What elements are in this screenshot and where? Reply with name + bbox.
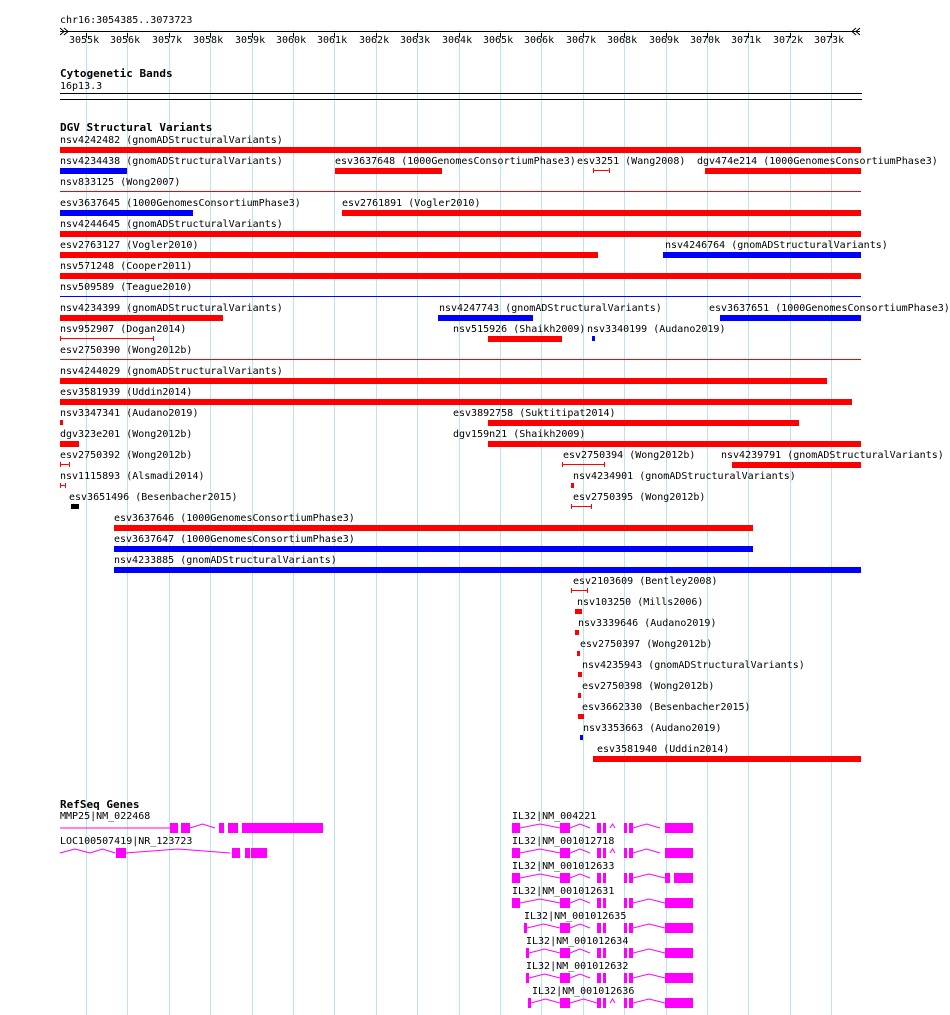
exon-block	[603, 873, 606, 883]
intron-line	[570, 874, 590, 878]
dgv-variant-label[interactable]: esv3251 (Wang2008)	[577, 156, 686, 167]
dgv-variant-label[interactable]: esv2763127 (Vogler2010)	[60, 240, 199, 251]
exon-block	[629, 973, 633, 983]
ruler-tick-label: 3055k	[69, 35, 100, 46]
exon-block	[560, 973, 570, 983]
exon-block	[597, 948, 601, 958]
dgv-variant-label[interactable]: esv2750395 (Wong2012b)	[573, 492, 706, 503]
intron-line	[570, 924, 590, 928]
cytoband-label: 16p13.3	[60, 81, 103, 92]
exon-block	[624, 973, 627, 983]
intron-line	[570, 999, 597, 1003]
exon-block	[665, 848, 693, 858]
exon-block	[560, 998, 570, 1008]
dgv-variant-label[interactable]: esv3637645 (1000GenomesConsortiumPhase3)	[60, 198, 301, 209]
exon-block	[603, 848, 606, 858]
refseq-gene-label[interactable]: IL32|NM_001012635	[524, 911, 627, 922]
dgv-variant-label[interactable]: nsv4242482 (gnomADStructuralVariants)	[60, 135, 283, 146]
exon-block	[629, 998, 633, 1008]
ruler-tick-label: 3063k	[400, 35, 431, 46]
exon-block	[603, 973, 606, 983]
intron-line	[633, 874, 665, 878]
exon-block	[251, 848, 267, 858]
exon-block	[624, 898, 627, 908]
intron-line	[520, 874, 560, 878]
dgv-variant-label[interactable]: esv3581939 (Uddin2014)	[60, 387, 193, 398]
dgv-variant-label[interactable]: esv3637648 (1000GenomesConsortiumPhase3)	[335, 156, 576, 167]
refseq-gene-model[interactable]	[526, 948, 693, 958]
exon-block	[170, 823, 178, 833]
exon-block	[624, 998, 627, 1008]
exon-block	[116, 848, 126, 858]
exon-block	[674, 873, 693, 883]
ruler-tick-label: 3064k	[442, 35, 473, 46]
dgv-variant-label[interactable]: esv3651496 (Besenbacher2015)	[69, 492, 238, 503]
dgv-variant-label[interactable]: esv3892758 (Suktitipat2014)	[453, 408, 616, 419]
intron-line	[570, 824, 590, 828]
ruler-tick-label: 3058k	[193, 35, 224, 46]
ruler-tick-label: 3062k	[359, 35, 390, 46]
exon-block	[665, 923, 693, 933]
refseq-gene-model[interactable]	[60, 848, 267, 858]
dgv-variant-label[interactable]: nsv103250 (Mills2006)	[577, 597, 704, 608]
exon-block	[629, 873, 633, 883]
intron-line	[633, 999, 665, 1003]
exon-block	[624, 873, 627, 883]
dgv-variant-label[interactable]: dgv323e201 (Wong2012b)	[60, 429, 193, 440]
exon-block	[597, 923, 601, 933]
exon-block	[603, 823, 606, 833]
refseq-gene-label[interactable]: IL32|NM_001012633	[512, 861, 615, 872]
dgv-track-title: DGV Structural Variants	[60, 121, 213, 134]
dgv-variant-label[interactable]: esv2750390 (Wong2012b)	[60, 345, 193, 356]
ruler-tick-label: 3072k	[773, 35, 804, 46]
refseq-gene-model[interactable]	[512, 873, 693, 883]
dgv-variant-label[interactable]: esv2761891 (Vogler2010)	[342, 198, 481, 209]
dgv-variant-label[interactable]: nsv833125 (Wong2007)	[60, 177, 181, 188]
dgv-variant-label[interactable]: nsv952907 (Dogan2014)	[60, 324, 187, 335]
intron-line	[531, 999, 560, 1003]
ruler-tick-label: 3066k	[524, 35, 555, 46]
exon-block	[603, 923, 606, 933]
exon-block	[665, 873, 670, 883]
intron-line	[529, 974, 560, 978]
exon-block	[560, 823, 570, 833]
ruler-position: chr16:3054385..3073723	[60, 15, 193, 26]
exon-block	[526, 973, 529, 983]
refseq-gene-label[interactable]: IL32|NM_001012632	[526, 961, 629, 972]
dgv-variant-label[interactable]: nsv1115893 (Alsmadi2014)	[60, 471, 205, 482]
intron-line	[610, 849, 615, 853]
dgv-variant-label[interactable]: nsv3347341 (Audano2019)	[60, 408, 199, 419]
refseq-gene-model[interactable]	[512, 823, 693, 833]
exon-block	[560, 873, 570, 883]
dgv-variant-label[interactable]: esv2103609 (Bentley2008)	[573, 576, 718, 587]
intron-line	[190, 824, 215, 828]
exon-block	[526, 948, 529, 958]
refseq-gene-label[interactable]: LOC100507419|NR_123723	[60, 836, 193, 847]
dgv-variant-label[interactable]: nsv4247743 (gnomADStructuralVariants)	[439, 303, 662, 314]
exon-block	[665, 973, 693, 983]
intron-line	[633, 899, 665, 903]
dgv-variant-label[interactable]: nsv4234399 (gnomADStructuralVariants)	[60, 303, 283, 314]
refseq-gene-label[interactable]: IL32|NM_001012718	[512, 836, 615, 847]
dgv-variant-label[interactable]: nsv3339646 (Audano2019)	[578, 618, 717, 629]
exon-block	[665, 898, 693, 908]
dgv-variant-label[interactable]: esv2750394 (Wong2012b)	[563, 450, 696, 461]
intron-line	[520, 824, 560, 828]
dgv-variant-label[interactable]: nsv509589 (Teague2010)	[60, 282, 193, 293]
dgv-variant-label[interactable]: dgv159n21 (Shaikh2009)	[453, 429, 586, 440]
exon-block	[624, 823, 627, 833]
intron-line	[90, 849, 115, 853]
dgv-variant-label[interactable]: nsv4244029 (gnomADStructuralVariants)	[60, 366, 283, 377]
dgv-variant-label[interactable]: nsv4234901 (gnomADStructuralVariants)	[573, 471, 796, 482]
exon-block	[597, 848, 601, 858]
exon-block	[597, 898, 601, 908]
intron-line	[570, 974, 590, 978]
intron-line	[520, 849, 560, 853]
dgv-variant-label[interactable]: nsv4233885 (gnomADStructuralVariants)	[114, 555, 337, 566]
intron-line	[633, 974, 665, 978]
dgv-variant-label[interactable]: nsv3353663 (Audano2019)	[583, 723, 722, 734]
exon-block	[512, 873, 520, 883]
refseq-gene-label[interactable]: MMP25|NM_022468	[60, 811, 151, 822]
dgv-variant-label[interactable]: dgv474e214 (1000GenomesConsortiumPhase3)	[697, 156, 938, 167]
exon-block	[245, 848, 250, 858]
refseq-gene-model[interactable]	[60, 823, 323, 833]
intron-line	[633, 924, 665, 928]
exon-block	[629, 923, 633, 933]
ruler-tick-label: 3067k	[566, 35, 597, 46]
dgv-variant-label[interactable]: esv3662330 (Besenbacher2015)	[582, 702, 751, 713]
refseq-track-title: RefSeq Genes	[60, 798, 140, 811]
refseq-gene-model[interactable]	[528, 998, 693, 1008]
dgv-variant-label[interactable]: nsv515926 (Shaikh2009)	[453, 324, 586, 335]
refseq-gene-model[interactable]	[524, 923, 693, 933]
exon-block	[665, 948, 693, 958]
exon-block	[603, 948, 606, 958]
exon-block	[181, 823, 190, 833]
dgv-variant-label[interactable]: nsv3340199 (Audano2019)	[587, 324, 726, 335]
exon-block	[629, 948, 633, 958]
exon-block	[629, 823, 633, 833]
exon-block	[512, 848, 520, 858]
exon-block	[624, 948, 627, 958]
intron-line	[633, 849, 660, 853]
intron-line	[529, 949, 560, 953]
dgv-variant-label[interactable]: nsv571248 (Cooper2011)	[60, 261, 193, 272]
intron-line	[126, 849, 230, 853]
exon-block	[219, 823, 224, 833]
exon-block	[603, 998, 606, 1008]
intron-line	[633, 824, 660, 828]
intron-line	[570, 849, 590, 853]
intron-line	[60, 849, 90, 853]
exon-block	[665, 998, 693, 1008]
dgv-variant-label[interactable]: esv2750392 (Wong2012b)	[60, 450, 193, 461]
dgv-variant-label[interactable]: nsv4235943 (gnomADStructuralVariants)	[582, 660, 805, 671]
exon-block	[597, 823, 601, 833]
dgv-variant-label[interactable]: nsv4244645 (gnomADStructuralVariants)	[60, 219, 283, 230]
exon-block	[624, 848, 627, 858]
intron-line	[520, 899, 560, 903]
ruler-tick-label: 3061k	[317, 35, 348, 46]
exon-block	[528, 998, 531, 1008]
refseq-gene-model[interactable]	[526, 973, 693, 983]
exon-block	[603, 898, 606, 908]
exon-block	[629, 848, 633, 858]
dgv-variant-label[interactable]: nsv4239791 (gnomADStructuralVariants)	[721, 450, 944, 461]
cytoband-track-title: Cytogenetic Bands	[60, 67, 173, 80]
refseq-gene-label[interactable]: IL32|NM_001012636	[532, 986, 635, 997]
exon-block	[232, 848, 240, 858]
dgv-variant-label[interactable]: nsv4246764 (gnomADStructuralVariants)	[665, 240, 888, 251]
intron-line	[633, 949, 665, 953]
ruler-tick-label: 3060k	[276, 35, 307, 46]
exon-block	[597, 873, 601, 883]
ruler-tick-label: 3069k	[649, 35, 680, 46]
intron-line	[610, 999, 615, 1003]
dgv-variant-label[interactable]: nsv4234438 (gnomADStructuralVariants)	[60, 156, 283, 167]
ruler-tick-label: 3070k	[690, 35, 721, 46]
ruler-tick-label: 3059k	[235, 35, 266, 46]
exon-block	[242, 823, 323, 833]
refseq-gene-model[interactable]	[512, 898, 693, 908]
exon-block	[597, 998, 601, 1008]
ruler-tick-label: 3057k	[152, 35, 183, 46]
exon-block	[629, 898, 633, 908]
exon-block	[524, 923, 527, 933]
dgv-variant-label[interactable]: esv2750397 (Wong2012b)	[580, 639, 713, 650]
exon-block	[560, 898, 570, 908]
dgv-variant-label[interactable]: esv3581940 (Uddin2014)	[597, 744, 730, 755]
exon-block	[560, 948, 570, 958]
refseq-gene-label[interactable]: IL32|NM_001012634	[526, 936, 629, 947]
dgv-variant-label[interactable]: esv3637646 (1000GenomesConsortiumPhase3)	[114, 513, 355, 524]
dgv-variant-label[interactable]: esv3637651 (1000GenomesConsortiumPhase3)	[709, 303, 950, 314]
exon-block	[624, 923, 627, 933]
intron-line	[570, 899, 590, 903]
exon-block	[665, 823, 693, 833]
dgv-variant-label[interactable]: esv3637647 (1000GenomesConsortiumPhase3)	[114, 534, 355, 545]
intron-line	[610, 824, 615, 828]
refseq-gene-model[interactable]	[512, 848, 693, 858]
ruler-tick-label: 3071k	[731, 35, 762, 46]
exon-block	[597, 973, 601, 983]
ruler-tick-label: 3068k	[607, 35, 638, 46]
exon-block	[512, 898, 520, 908]
exon-block	[228, 823, 238, 833]
ruler-tick-label: 3073k	[814, 35, 845, 46]
refseq-gene-label[interactable]: IL32|NM_001012631	[512, 886, 615, 897]
exon-block	[560, 923, 570, 933]
refseq-gene-label[interactable]: IL32|NM_004221	[512, 811, 597, 822]
exon-block	[512, 823, 520, 833]
dgv-variant-label[interactable]: esv2750398 (Wong2012b)	[582, 681, 715, 692]
intron-line	[527, 924, 560, 928]
ruler-tick-label: 3056k	[110, 35, 141, 46]
exon-block	[560, 848, 570, 858]
ruler-tick-label: 3065k	[483, 35, 514, 46]
intron-line	[570, 949, 590, 953]
